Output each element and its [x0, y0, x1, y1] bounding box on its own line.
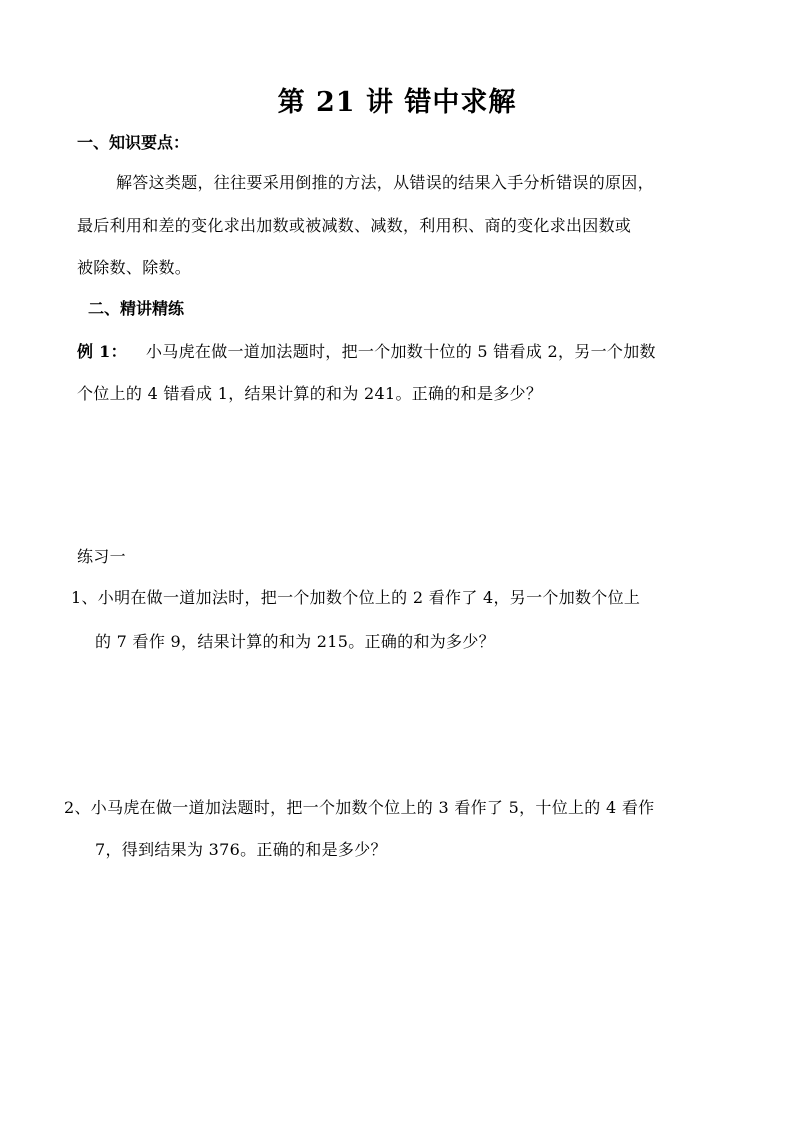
example-text-line-1: 小马虎在做一道加法题时，把一个加数十位的 5 错看成 2，另一个加数: [146, 342, 656, 361]
knowledge-text-line-3: 被除数、除数。: [77, 258, 192, 277]
section-heading-knowledge: 一、知识要点：: [77, 133, 190, 152]
example-text-line-2: 个位上的 4 错看成 1，结果计算的和为 241。正确的和是多少？: [77, 384, 543, 403]
question-2-line-2: 7，得到结果为 376。正确的和是多少？: [95, 840, 387, 859]
question-2-line-1: 2、小马虎在做一道加法题时，把一个加数个位上的 3 看作了 5，十位上的 4 看作: [64, 798, 655, 817]
question-1-line-1: 1、小明在做一道加法时，把一个加数个位上的 2 看作了 4，另一个加数个位上: [71, 588, 641, 607]
example-label: 例 1：: [77, 342, 127, 361]
question-1-line-2: 的 7 看作 9，结果计算的和为 215。正确的和为多少？: [95, 632, 495, 651]
section-heading-practice: 二、精讲精练: [88, 299, 185, 318]
practice-heading: 练习一: [77, 547, 126, 566]
knowledge-text-line-1: 解答这类题，往往要采用倒推的方法，从错误的结果入手分析错误的原因，: [116, 173, 654, 192]
page-title: 第 21 讲 错中求解: [277, 87, 517, 118]
knowledge-text-line-2: 最后利用和差的变化求出加数或被减数、减数，利用积、商的变化求出因数或: [77, 216, 632, 235]
